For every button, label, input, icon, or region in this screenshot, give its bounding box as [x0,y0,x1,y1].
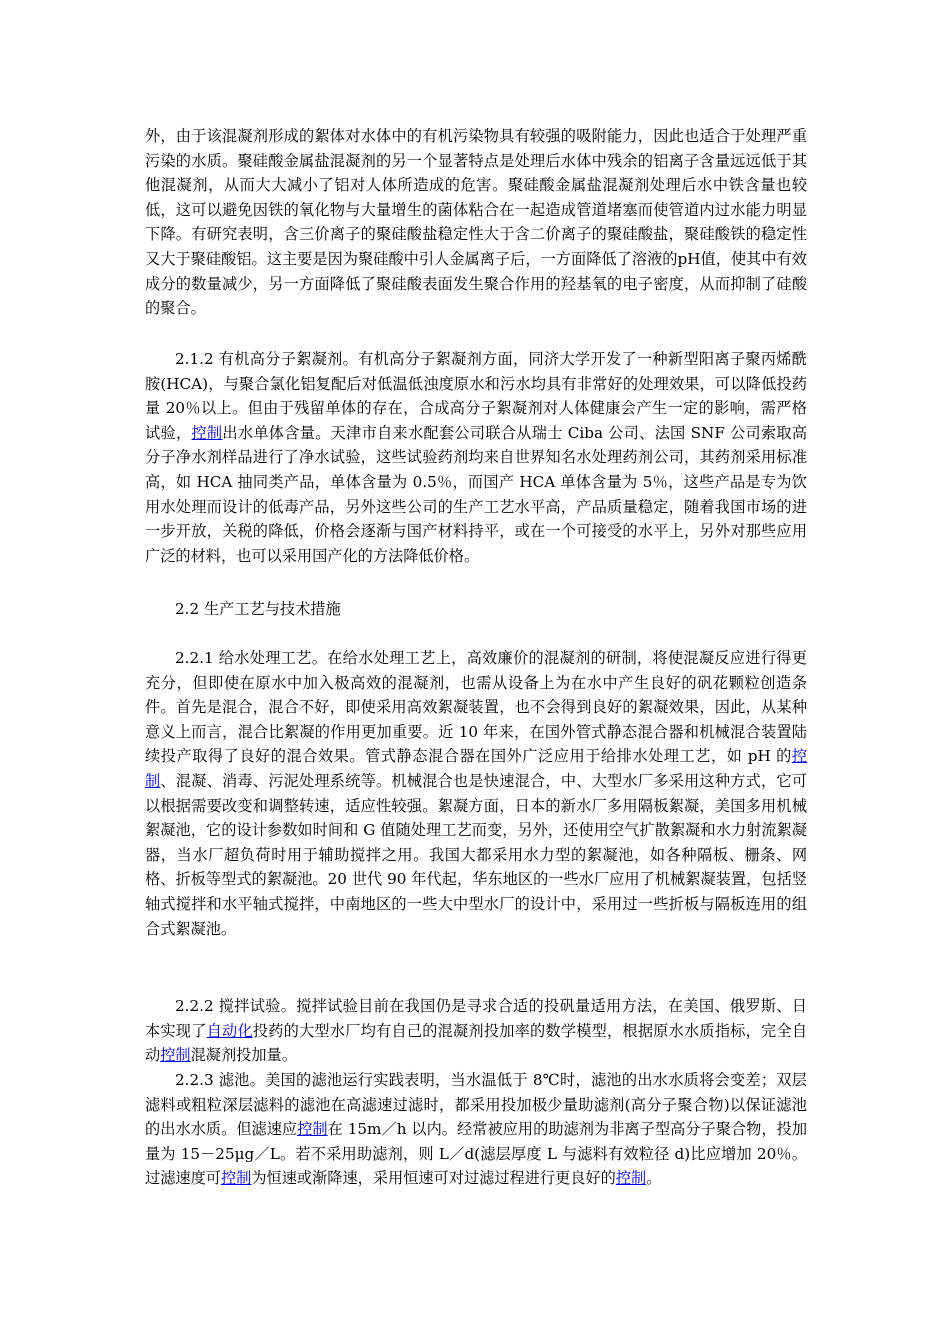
paragraph-text: 外，由于该混凝剂形成的絮体对水体中的有机污染物具有较强的吸附能力，因此也适合于处理严重污染的水质。聚硅酸金属盐混凝剂的另一个显著特点是处理后水体中残余的铝离子含量远远低于其他混凝剂，从而大大减小了铝对人体所造成的危害。聚硅酸金属盐混凝剂处理后水中铁含量也较低，这可以避免因铁的氧化物与大量增生的菌体粘合在一起造成管道堵塞而使管道内过水能力明显下降。有研究表明，含三价离子的聚硅酸盐稳定性大于含二价离子的聚硅酸盐，聚硅酸铁的稳定性又大于聚硅酸铝。这主要是因为聚硅酸中引人金属离子后，一方面降低了溶液的pH值，使其中有效成分的数量减少，另一方面降低了聚硅酸表面发生聚合作用的羟基氧的电子密度，从而抑制了硅酸的聚合。 [145,127,807,318]
link-control[interactable]: 控制 [160,1046,191,1065]
paragraph-text: 为恒速或渐降速，采用恒速可对过滤过程进行更良好的 [251,1169,616,1188]
link-control[interactable]: 控制 [297,1120,328,1139]
paragraph-text: 投药的大型水厂均有自己的混凝剂投加率的数学模型，根据原水水质指标，完全自动 [145,1021,808,1065]
paragraph-text: 混凝剂投加量。 [190,1046,297,1065]
paragraph-2-2-3-filter [145,1068,807,1191]
paragraph-2-2-2-jar-test [145,994,807,1068]
paragraph-text: 2.2.2 搅拌试验。搅拌试验目前在我国仍是寻求合适的投矾量适用方法，在美国、俄罗斯、日本实现了 [145,997,807,1040]
paragraph-text: 出水单体含量。天津市自来水配套公司联合从瑞士 Ciba 公司、法国 SNF 公司索取高分子净水剂样品进行了净水试验，这些试验药剂均来自世界知名水处理药剂公司，其药剂采用标准高，如 HCA 抽同类产品，单体含量为 0.5％，而国产 HCA 单体含量为 5％，这些产品是专为饮用水处理而设计的低毒产品，另外这些公司的生产工艺水平高，产品质量稳定，随着我国市场的进一步开放，关税的降低，价格会逐渐与国产材料持平，或在一个可接受的水平上，另外对那些应用广泛的材料，也可以采用国产化的方法降低价格。 [145,423,808,565]
paragraph-text: 在 15m／h 以内。经常被应用的助滤剂为非离子型高分子聚合物，投加量为 15－25μg／L。若不采用助滤剂，则 L／d(滤层厚度 L 与滤料有效粒径 d)比应增加 20％。过滤速度可 [145,1120,808,1188]
paragraph-text: 、混凝、消毒、污泥处理系统等。机械混合也是快速混合，中、大型水厂多采用这种方式，它可以根据需要改变和调整转速，适应性较强。絮凝方面，日本的新水厂多用隔板絮凝，美国多用机械絮凝池，它的设计参数如时间和 G 值随处理工艺而变，另外，还使用空气扩散絮凝和水力射流絮凝器，当水厂超负荷时用于辅助搅拌之用。我国大都采用水力型的絮凝池，如各种隔板、栅条、网格、折板等型式的絮凝池。20 世代 90 年代起，华东地区的一些水厂应用了机械絮凝装置，包括竖轴式搅拌和水平轴式搅拌，中南地区的一些大中型水厂的设计中，采用过一些折板与隔板连用的组合式絮凝池。 [145,771,808,938]
paragraph-2-2-1-water-treatment [145,646,807,941]
heading-text: 2.2 生产工艺与技术措施 [175,600,341,618]
paragraph-text: 。 [646,1169,662,1188]
link-automation[interactable]: 自动化 [206,1021,253,1040]
link-control[interactable]: 控制 [615,1169,647,1188]
link-control[interactable]: 控制 [145,747,807,790]
link-control[interactable]: 控制 [191,423,223,442]
paragraph-2-1-2-organic-flocculant [145,347,807,568]
paragraph-text: 2.1.2 有机高分子絮凝剂。有机高分子絮凝剂方面，同济大学开发了一种新型阳离子聚丙烯酰胺(HCA)，与聚合氯化铝复配后对低温低浊度原水和污水均具有非常好的处理效果，可以降低投药量 20％以上。但由于残留单体的存在，合成高分子絮凝剂对人体健康会产生一定的影响，需严格试验， [145,350,807,442]
link-control[interactable]: 控制 [220,1169,252,1188]
paragraph-text: 2.2.3 滤池。美国的滤池运行实践表明，当水温低于 8℃时，滤池的出水水质将会变差；双层滤料或粗粒深层滤料的滤池在高滤速过滤时，都采用投加极少量助滤剂(高分子聚合物)以保证滤池的出水水质。但滤速应 [145,1071,807,1139]
section-heading-2-2 [145,597,807,622]
paragraph-text: 2.2.1 给水处理工艺。在给水处理工艺上，高效廉价的混凝剂的研制，将使混凝反应进行得更充分，但即使在原水中加入极高效的混凝剂，也需从设备上为在水中产生良好的矾花颗粒创造条件。首先是混合，混合不好，即使采用高效絮凝装置，也不会得到良好的絮凝效果，因此，从某种意义上而言，混合比絮凝的作用更加重要。近 10 年来，在国外管式静态混合器和机械混合装置陆续投产取得了良好的混合效果。管式静态混合器在国外广泛应用于给排水处理工艺，如 pH 的 [145,649,807,766]
paragraph-polysilicate-continued [145,124,807,321]
